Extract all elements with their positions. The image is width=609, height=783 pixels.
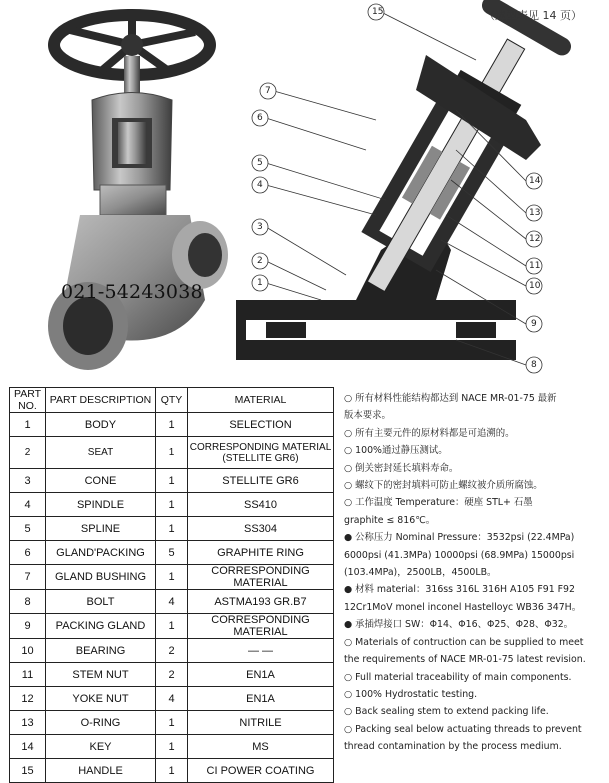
parts-table — [9, 387, 334, 783]
part-material: MS — [188, 735, 334, 759]
part-no: 9 — [10, 614, 46, 639]
part-description: BOLT — [46, 590, 156, 614]
part-no: 8 — [10, 590, 46, 614]
table-header-row — [10, 388, 334, 413]
part-material: CI POWER COATING — [188, 759, 334, 783]
header-qty: QTY — [156, 388, 188, 413]
callout-13: 13 — [529, 208, 541, 218]
table-row — [10, 517, 334, 541]
note-line: ○ 倒关密封延长填料寿命。 — [344, 462, 459, 474]
part-description: KEY — [46, 735, 156, 759]
part-qty: 2 — [156, 639, 188, 663]
part-material: SELECTION — [188, 413, 334, 437]
note-line: ○ 所有材料性能结构都达到 NACE MR-01-75 最新 — [344, 393, 557, 404]
part-qty: 1 — [156, 469, 188, 493]
part-description: HANDLE — [46, 759, 156, 783]
part-material: EN1A — [188, 663, 334, 687]
note-line: ○ 螺纹下的密封填料可防止螺纹被介质所腐蚀。 — [344, 480, 543, 492]
part-material: CORRESPONDING MATERIAL — [188, 614, 334, 639]
note-line: ● 公称压力 Nominal Pressure：3532psi (22.4MPa) — [344, 532, 575, 544]
callout-6: 6 — [257, 113, 263, 123]
callout-10: 10 — [529, 281, 541, 291]
part-no: 14 — [10, 735, 46, 759]
part-material: NITRILE — [188, 711, 334, 735]
part-qty: 1 — [156, 517, 188, 541]
note-line: ○ 100%通过静压测试。 — [344, 445, 448, 457]
table-row — [10, 687, 334, 711]
part-no: 13 — [10, 711, 46, 735]
part-no: 1 — [10, 413, 46, 437]
callout-12: 12 — [529, 234, 541, 244]
note-line: ○ 所有主要元件的原材料都是可追溯的。 — [344, 427, 515, 439]
table-row — [10, 590, 334, 614]
callout-2: 2 — [257, 256, 263, 266]
part-no: 7 — [10, 565, 46, 590]
part-qty: 2 — [156, 663, 188, 687]
part-qty: 1 — [156, 711, 188, 735]
note-line: ● 材料 material：316ss 316L 316H A105 F91 F92 — [344, 584, 575, 596]
part-material: STELLITE GR6 — [188, 469, 334, 493]
part-qty: 1 — [156, 735, 188, 759]
header-part-description: PART DESCRIPTION — [46, 388, 156, 413]
table-row — [10, 759, 334, 783]
note-line: ○ 100% Hydrostatic testing. — [344, 688, 478, 700]
part-material: GRAPHITE RING — [188, 541, 334, 565]
part-material: CORRESPONDING MATERIAL (STELLITE GR6) — [188, 437, 334, 469]
part-description: SPLINE — [46, 517, 156, 541]
table-row — [10, 735, 334, 759]
note-line: 12Cr1MoV monel inconel Hastelloyc WB36 347H。 — [344, 601, 582, 613]
part-description: GLAND BUSHING — [46, 565, 156, 590]
callout-4: 4 — [257, 180, 263, 190]
note-line: 6000psi (41.3MPa) 10000psi (68.9MPa) 15000psi — [344, 549, 575, 561]
part-description: O-RING — [46, 711, 156, 735]
table-row — [10, 493, 334, 517]
table-row — [10, 413, 334, 437]
note-line: ○ Back sealing stem to extend packing life. — [344, 706, 549, 718]
part-material: EN1A — [188, 687, 334, 711]
part-no: 4 — [10, 493, 46, 517]
note-line: graphite ≤ 816℃。 — [344, 514, 436, 526]
part-no: 6 — [10, 541, 46, 565]
part-description: CONE — [46, 469, 156, 493]
table-row — [10, 469, 334, 493]
note-line: (103.4MPa)，2500LB，4500LB。 — [344, 567, 497, 579]
note-line: ● 承插焊接口 SW：Φ14、Φ16、Φ25、Φ28、Φ32。 — [344, 619, 574, 631]
part-description: BODY — [46, 413, 156, 437]
part-description: SPINDLE — [46, 493, 156, 517]
note-line: thread contamination by the process medium. — [344, 741, 562, 753]
part-no: 2 — [10, 437, 46, 469]
part-material: SS304 — [188, 517, 334, 541]
note-line: ○ Full material traceability of main components. — [344, 671, 572, 683]
table-row — [10, 565, 334, 590]
callout-3: 3 — [257, 222, 263, 232]
table-row — [10, 639, 334, 663]
note-line: ○ 工作温度 Temperature：硬座 STL+ 石墨 — [344, 497, 533, 509]
part-no: 3 — [10, 469, 46, 493]
phone-number: 021-54243038 — [61, 281, 203, 303]
part-description: BEARING — [46, 639, 156, 663]
part-description: PACKING GLAND — [46, 614, 156, 639]
part-qty: 4 — [156, 590, 188, 614]
part-no: 11 — [10, 663, 46, 687]
callout-14: 14 — [529, 176, 541, 186]
part-qty: 1 — [156, 413, 188, 437]
part-no: 5 — [10, 517, 46, 541]
part-material: ASTMA193 GR.B7 — [188, 590, 334, 614]
table-row — [10, 614, 334, 639]
part-qty: 1 — [156, 759, 188, 783]
callout-1: 1 — [257, 278, 263, 288]
part-material: — — — [188, 639, 334, 663]
part-no: 12 — [10, 687, 46, 711]
table-row — [10, 663, 334, 687]
callout-7: 7 — [265, 86, 271, 96]
callout-5: 5 — [257, 158, 263, 168]
header-part-no: PART NO. — [10, 388, 46, 413]
spec-notes — [344, 390, 604, 756]
table-row — [10, 711, 334, 735]
part-qty: 5 — [156, 541, 188, 565]
part-material: SS410 — [188, 493, 334, 517]
part-description: GLAND'PACKING — [46, 541, 156, 565]
part-qty: 1 — [156, 437, 188, 469]
part-description: STEM NUT — [46, 663, 156, 687]
sectional-drawing — [226, 0, 609, 378]
callout-15: 15 — [372, 7, 384, 17]
note-line: ○ Packing seal below actuating threads to prevent — [344, 723, 582, 735]
part-description: YOKE NUT — [46, 687, 156, 711]
part-description: SEAT — [46, 437, 156, 469]
note-line: 版本要求。 — [344, 410, 391, 422]
header-material: MATERIAL — [188, 388, 334, 413]
callout-9: 9 — [531, 319, 537, 329]
part-no: 10 — [10, 639, 46, 663]
part-qty: 1 — [156, 614, 188, 639]
part-qty: 4 — [156, 687, 188, 711]
table-row — [10, 437, 334, 469]
part-material: CORRESPONDING MATERIAL — [188, 565, 334, 590]
selection-table-reference: （选型表见 14 页） — [484, 9, 582, 22]
callout-8: 8 — [531, 360, 537, 370]
note-line: ○ Materials of contruction can be supplied to meet — [344, 636, 584, 648]
part-no: 15 — [10, 759, 46, 783]
part-qty: 1 — [156, 493, 188, 517]
note-line: the requirements of NACE MR-01-75 latest revision. — [344, 654, 586, 666]
part-qty: 1 — [156, 565, 188, 590]
table-row — [10, 541, 334, 565]
callout-11: 11 — [529, 261, 541, 271]
